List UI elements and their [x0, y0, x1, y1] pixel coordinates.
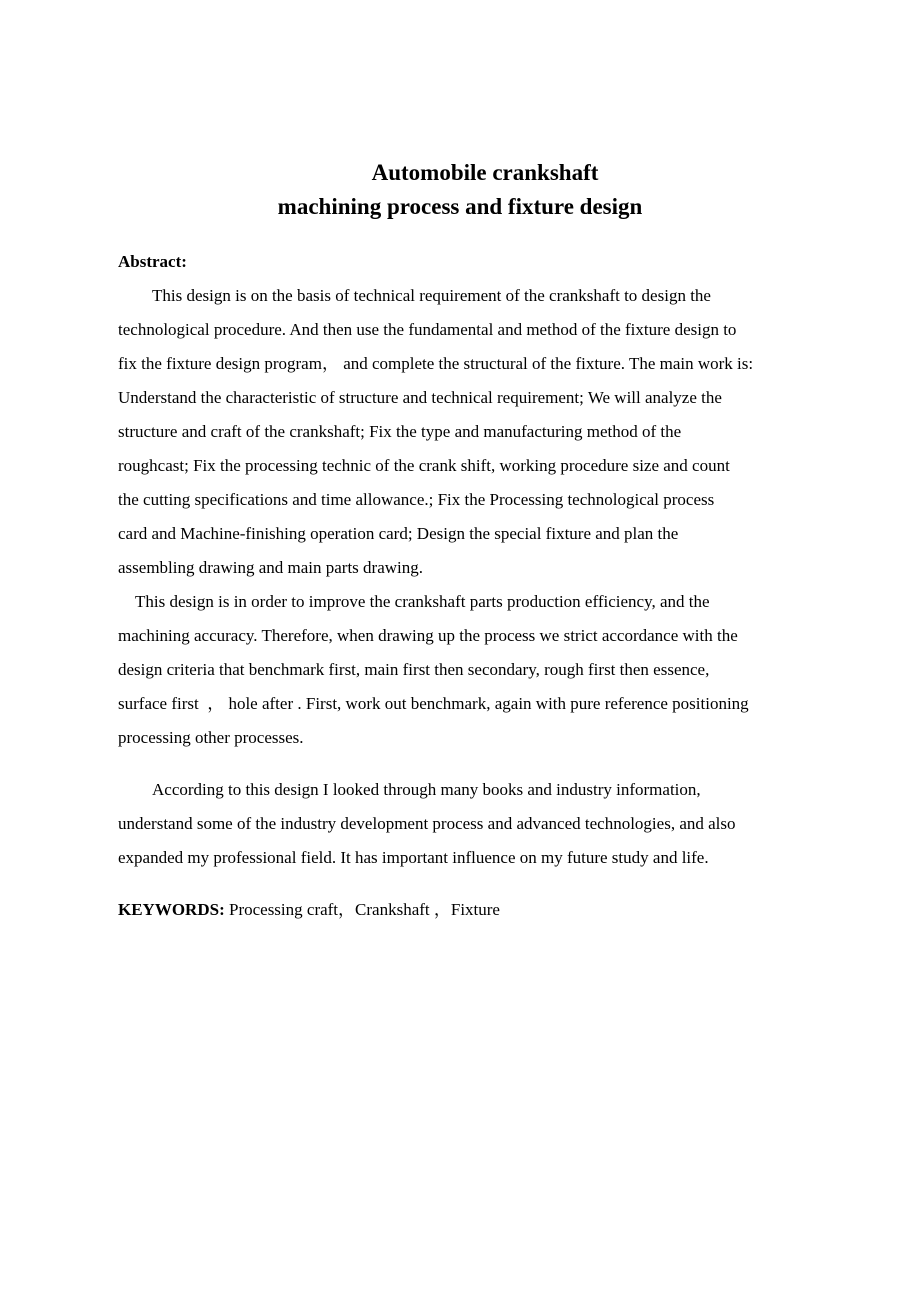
- paragraph-line: structure and craft of the crankshaft; Fix the type and manufacturing method of the: [118, 422, 682, 441]
- keywords-label: KEYWORDS:: [118, 900, 225, 919]
- paragraph-line: fix the fixture design program， and complete the structural of the fixture. The main work is:: [118, 354, 754, 373]
- paper-title-line-1: Automobile crankshaft: [371, 160, 599, 185]
- paragraph-line: expanded my professional field. It has important influence on my future study and life.: [118, 848, 709, 867]
- paragraph-line: This design is in order to improve the crankshaft parts production efficiency, and the: [118, 592, 710, 611]
- paragraph-line: surface first ， hole after . First, work out benchmark, again with pure reference positioning: [118, 694, 749, 713]
- paragraph-line: technological procedure. And then use the fundamental and method of the fixture design to: [118, 320, 737, 339]
- abstract-paragraph-2: [118, 585, 818, 755]
- paper-title-line-2: machining process and fixture design: [277, 194, 643, 219]
- paragraph-line: processing other processes.: [118, 728, 304, 747]
- keywords-value: Processing craft，Crankshaft ，Fixture: [224, 900, 500, 919]
- paragraph-line: the cutting specifications and time allowance.; Fix the Processing technological process: [118, 490, 715, 509]
- paragraph-line: This design is on the basis of technical requirement of the crankshaft to design the: [118, 286, 711, 305]
- abstract-paragraph-3: [118, 773, 818, 875]
- paragraph-line: card and Machine-finishing operation card; Design the special fixture and plan the: [118, 524, 679, 543]
- abstract-paragraph-1: [118, 279, 818, 585]
- paragraph-line: Understand the characteristic of structure and technical requirement; We will analyze the: [118, 388, 722, 407]
- paragraph-line: roughcast; Fix the processing technic of the crank shift, working procedure size and count: [118, 456, 730, 475]
- paragraph-line: understand some of the industry development process and advanced technologies, and also: [118, 814, 736, 833]
- abstract-heading: Abstract:: [118, 252, 187, 271]
- paragraph-line: design criteria that benchmark first, main first then secondary, rough first then essence,: [118, 660, 710, 679]
- keywords-line: [118, 898, 500, 922]
- paragraph-line: assembling drawing and main parts drawing.: [118, 558, 423, 577]
- paragraph-line: machining accuracy. Therefore, when drawing up the process we strict accordance with the: [118, 626, 738, 645]
- paragraph-line: According to this design I looked through many books and industry information,: [118, 780, 701, 799]
